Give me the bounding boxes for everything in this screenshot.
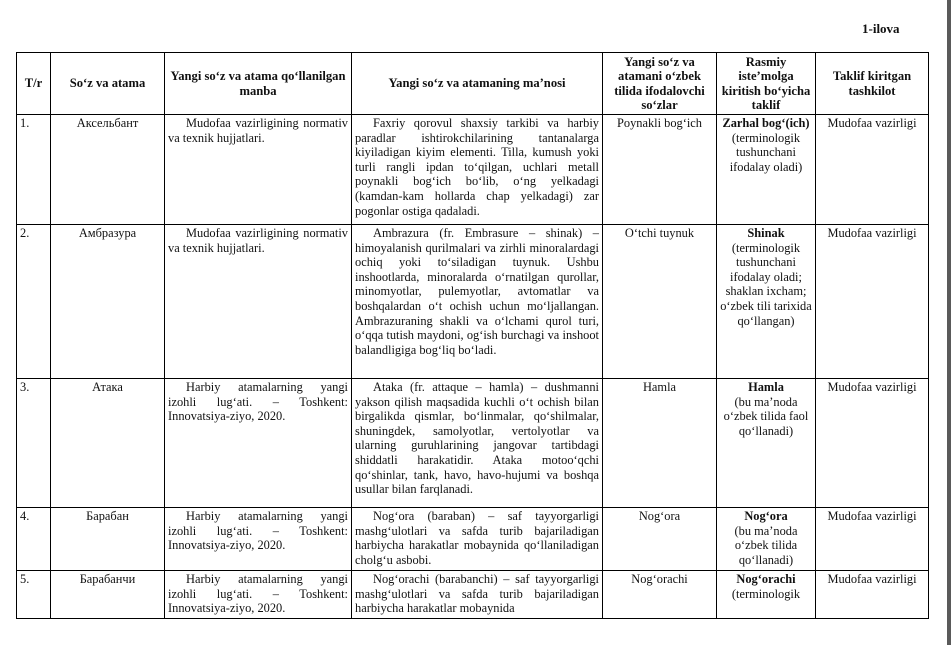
proposal-cell xyxy=(717,225,816,379)
organization: Mudofaa vazirligi xyxy=(816,508,929,571)
annex-label: 1-ilova xyxy=(862,21,900,36)
term-source: Harbiy atamalarning yangi izohli lug‘ati. – Toshkent: Innovatsiya-ziyo, 2020. xyxy=(165,379,352,508)
header-uzbek-words: Yangi so‘z va atamani o‘zbek tilida ifodalovchi so‘zlar xyxy=(603,53,717,115)
header-meaning: Yangi so‘z va atamaning ma’nosi xyxy=(352,53,603,115)
row-number: 1. xyxy=(17,115,51,225)
proposal-term: Nog‘orachi xyxy=(736,572,796,586)
header-number: T/r xyxy=(17,53,51,115)
row-number: 2. xyxy=(17,225,51,379)
table-header-row xyxy=(17,53,929,115)
row-number: 3. xyxy=(17,379,51,508)
header-word: So‘z va atama xyxy=(51,53,165,115)
proposal-note: (terminologik tushunchani ifodalay oladi) xyxy=(729,130,803,174)
organization: Mudofaa vazirligi xyxy=(816,379,929,508)
term-meaning: Ambrazura (fr. Embrasure – shinak) – himoyalanish qurilmalari va zirhli minoralardagi ochiq yoki to‘siladigan tuynuk. Ushbu inshootlarda, minoralarda o‘rnatilgan qurollar, minomyotlar, pulemyotlar, avtomatlar va boshqalardan o‘t ochish uchun mo‘ljallangan. Ambrazuraning shakli va o‘lchami qurol turi, o‘qqa tutish maydoni, og‘ish burchagi va inshoot balandligiga bog‘liq bo‘ladi. xyxy=(352,225,603,379)
term-word: Аксельбант xyxy=(51,115,165,225)
proposal-cell xyxy=(717,571,816,619)
term-source: Harbiy atamalarning yangi izohli lug‘ati. – Toshkent: Innovatsiya-ziyo, 2020. xyxy=(165,571,352,619)
proposal-note: (bu ma’noda o‘zbek tilida faol qo‘llanadi) xyxy=(723,394,809,438)
table-row xyxy=(17,115,929,225)
proposal-cell xyxy=(717,508,816,571)
term-word: Амбразура xyxy=(51,225,165,379)
row-number: 4. xyxy=(17,508,51,571)
term-source: Mudofaa vazirligining normativ va texnik hujjatlari. xyxy=(165,115,352,225)
proposal-note: (terminologik tushunchani ifodalay oladi; shaklan ixcham; o‘zbek tili tarixida qo‘llangan) xyxy=(720,240,812,328)
proposal-note: (bu ma’noda o‘zbek tilida qo‘llanadi) xyxy=(734,523,798,567)
header-organization: Taklif kiritgan tashkilot xyxy=(816,53,929,115)
header-source: Yangi so‘z va atama qo‘llanilgan manba xyxy=(165,53,352,115)
organization: Mudofaa vazirligi xyxy=(816,225,929,379)
table-row xyxy=(17,379,929,508)
organization: Mudofaa vazirligi xyxy=(816,115,929,225)
table-row xyxy=(17,508,929,571)
uzbek-words: Nog‘orachi xyxy=(603,571,717,619)
proposal-cell xyxy=(717,115,816,225)
proposal-term: Zarhal bog‘(ich) xyxy=(722,116,810,130)
proposal-cell xyxy=(717,379,816,508)
term-meaning: Nog‘orachi (barabanchi) – saf tayyorgarligi mashg‘ulotlari va safda turib bajariladigan harbiycha harakatlar mobaynida xyxy=(352,571,603,619)
term-word: Атака xyxy=(51,379,165,508)
term-word: Барабанчи xyxy=(51,571,165,619)
proposal-note: (terminologik xyxy=(731,586,801,601)
term-word: Барабан xyxy=(51,508,165,571)
uzbek-words: Poynakli bog‘ich xyxy=(603,115,717,225)
uzbek-words: O‘tchi tuynuk xyxy=(603,225,717,379)
window-edge-scrollbar[interactable] xyxy=(947,0,951,645)
term-meaning: Faxriy qorovul shaxsiy tarkibi va harbiy paradlar ishtirokchilarining tantanalarga kiyiladigan kiyim elementi. Tilla, kumush yoki turli rangli ipdan to‘qilgan, uchlari metall poynakli bog‘ich bo‘lib, o‘ng yelkadagi (kamdan-kam hollarda chap yelkadagi) zar pogonlar ostiga qadaladi. xyxy=(352,115,603,225)
proposal-term: Hamla xyxy=(748,380,784,394)
term-meaning: Ataka (fr. attaque – hamla) – dushmanni yakson qilish maqsadida kuchli o‘t ochish bilan birgalikda qismlar, bo‘linmalar, qo‘shilmalar, shuningdek, samolyotlar, vertolyotlar va ularning guruhlarining jangovar tartibdagi shiddatli harakatidir. Ataka motoo‘qchi qo‘shinlar, tank, havo, havo-hujumi va boshqa usullar bilan farqlanadi. xyxy=(352,379,603,508)
proposal-term: Shinak xyxy=(747,226,785,240)
proposal-term: Nog‘ora xyxy=(744,509,788,523)
row-number: 5. xyxy=(17,571,51,619)
organization: Mudofaa vazirligi xyxy=(816,571,929,619)
header-proposal: Rasmiy iste’molga kiritish bo‘yicha taklif xyxy=(717,53,816,115)
term-source: Mudofaa vazirligining normativ va texnik hujjatlari. xyxy=(165,225,352,379)
term-source: Harbiy atamalarning yangi izohli lug‘ati. – Toshkent: Innovatsiya-ziyo, 2020. xyxy=(165,508,352,571)
uzbek-words: Hamla xyxy=(603,379,717,508)
terms-table xyxy=(16,52,929,619)
table-row xyxy=(17,571,929,619)
uzbek-words: Nog‘ora xyxy=(603,508,717,571)
term-meaning: Nog‘ora (baraban) – saf tayyorgarligi mashg‘ulotlari va safda turib bajariladigan harbiycha harakatlar mobaynida qo‘llaniladigan cholg‘u asbobi. xyxy=(352,508,603,571)
table-row xyxy=(17,225,929,379)
